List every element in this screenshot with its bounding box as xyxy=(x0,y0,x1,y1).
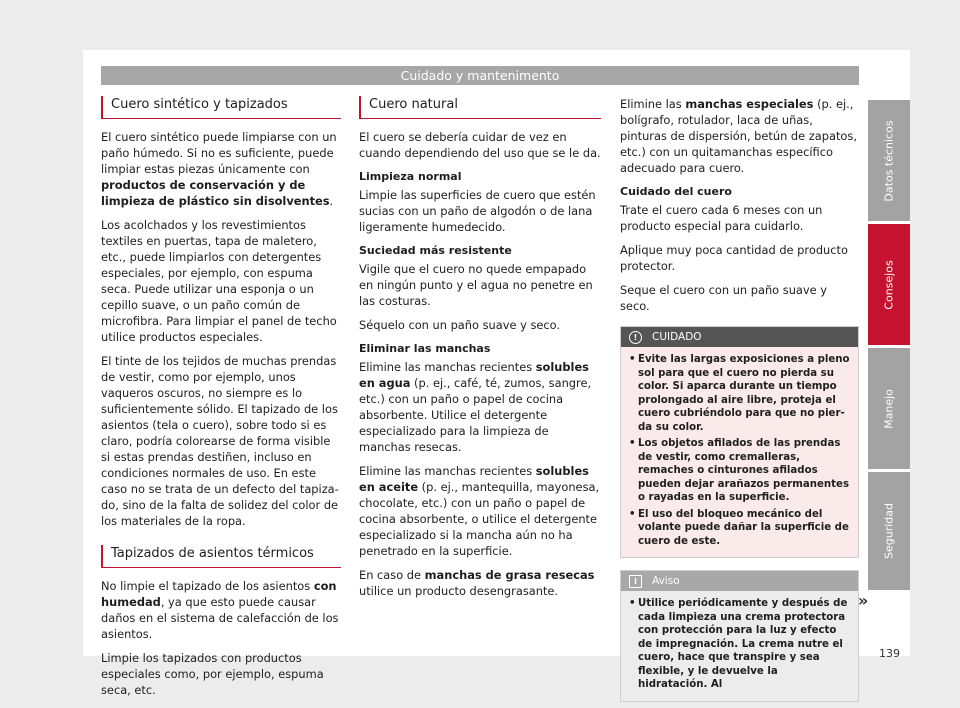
paragraph xyxy=(359,567,601,599)
section-heading-natural-leather: Cuero natural xyxy=(359,96,601,119)
column-3 xyxy=(620,96,859,702)
tab-label: Seguridad xyxy=(882,503,896,559)
tab-label: Consejos xyxy=(882,259,896,310)
tab-label: Datos técnicos xyxy=(882,119,896,202)
page-number: 139 xyxy=(879,647,900,660)
tab-datos-tecnicos[interactable] xyxy=(868,100,910,221)
text: , ya que esto puede causar daños en el sistema de calefacción de los asientos. xyxy=(101,595,339,641)
note-body xyxy=(621,591,858,701)
tab-label: Manejo xyxy=(882,388,896,429)
list-item: • El uso del bloqueo mecánico del volante puede dañar la superficie de cuero de este. xyxy=(629,508,850,549)
text: Elimine las xyxy=(620,97,686,111)
list-item: • Los objetos afilados de las prendas de vestir, como cremalleras, remaches o cinturones afilados pueden dejar arañazos permanentes o rayadas en la superficie. xyxy=(629,437,850,505)
caution-body xyxy=(621,347,858,557)
bold-text: manchas de grasa resecas xyxy=(424,568,595,582)
list-item: • Evite las largas exposiciones a pleno sol para que el cuero no pierda su color. Si aparca durante un tiempo prolongado al aire libre, proteja el cuero cubriéndolo para que no pierda su color. xyxy=(629,353,850,434)
caution-title: CUIDADO xyxy=(652,331,702,343)
paragraph: Vigile que el cuero no quede empapado en ningún punto y el agua no penetre en las costuras. xyxy=(359,262,593,308)
subheading: Limpieza normal xyxy=(359,170,462,183)
subheading: Suciedad más resistente xyxy=(359,244,512,257)
note-box xyxy=(620,570,859,702)
bold-text: solubles en aceite xyxy=(359,464,589,494)
paragraph: Seque el cuero con un paño suave y seco. xyxy=(620,283,828,313)
bold-text: solubles en agua xyxy=(359,360,589,390)
paragraph xyxy=(359,463,601,559)
bold-text: productos de conservación y de limpieza de plástico sin disolventes xyxy=(101,178,330,208)
text: utilice un producto desengrasante. xyxy=(359,584,559,598)
subheading: Eliminar las manchas xyxy=(359,342,491,355)
text: Elimine las manchas recientes xyxy=(359,360,536,374)
text: (p. ej., café, té, zumos, sangre, etc.) con un paño o papel de cocina absorbente. Utilice el detergente especializado para la limpieza de manchas resecas. xyxy=(359,376,592,454)
section-heading-synthetic-leather: Cuero sintético y tapizados xyxy=(101,96,341,119)
paragraph xyxy=(359,359,601,455)
column-2 xyxy=(359,96,601,607)
paragraph: El cuero se debería cuidar de vez en cuando dependiendo del uso que se le da. xyxy=(359,130,601,160)
subheading: Cuidado del cuero xyxy=(620,185,732,198)
text: (p. ej., mantequilla, mayonesa, chocolate, etc.) con un paño o papel de cocina absorbente, o utilice el detergente especializado si la mancha aún no ha penetrado en la superficie. xyxy=(359,480,600,558)
text: Elimine las manchas recientes xyxy=(359,464,536,478)
continue-arrow-icon: » xyxy=(858,591,869,610)
paragraph xyxy=(620,96,859,176)
tab-consejos[interactable] xyxy=(868,224,910,345)
text: No limpie el tapizado de los asientos xyxy=(101,579,314,593)
paragraph: Trate el cuero cada 6 meses con un producto especial para cuidarlo. xyxy=(620,203,823,233)
paragraph: Limpie las superficies de cuero que estén sucias con un paño de algodón o de lana ligeramente humedecido. xyxy=(359,188,596,234)
paragraph xyxy=(101,578,341,642)
section-heading-heated-seats: Tapizados de asientos térmicos xyxy=(101,545,341,568)
info-icon: i xyxy=(629,575,642,588)
text: El cuero sintético puede limpiarse con un paño húmedo. Si no es suficiente, puede limpiar estas piezas únicamente con xyxy=(101,130,337,176)
chapter-header: Cuidado y mantenimento xyxy=(101,66,859,85)
tab-manejo[interactable] xyxy=(868,348,910,469)
warning-icon: ! xyxy=(629,331,642,344)
paragraph: Limpie los tapizados con productos especiales como, por ejemplo, espuma seca, etc. xyxy=(101,651,324,697)
paragraph: Séquelo con un paño suave y seco. xyxy=(359,318,561,332)
paragraph: Aplique muy poca cantidad de producto protector. xyxy=(620,243,848,273)
paragraph xyxy=(101,129,341,209)
text: . xyxy=(329,194,334,208)
bold-text: con humedad xyxy=(101,579,337,609)
paragraph: El tinte de los tejidos de muchas prendas de vestir, como por ejemplo, unos vaqueros oscuros, no siempre es lo suficientemente sólido. El tapizado de los asientos (tela o cuero), sobre todo si es claro, podría colorearse de forma visible si estas prendas destiñen, incluso en condiciones normales de uso. En este caso no se trata de un defecto del tapizado, sino de la falta de solidez del color de los materiales de la ropa. xyxy=(101,354,339,528)
note-title: Aviso xyxy=(652,575,680,587)
list-item: • Utilice periódicamente y después de cada limpieza una crema protectora con protección para la luz y efecto de impregnación. La crema nutre el cuero, hace que transpire y sea flexible, y le devuelve la hidratación. Al xyxy=(629,597,850,692)
column-1 xyxy=(101,96,341,706)
caution-header xyxy=(621,327,858,347)
text: (p. ej., bolígrafo, rotulador, laca de uñas, pinturas de dispersión, betún de zapatos, etc.) con un quitamanchas específico adecuado para cuero. xyxy=(620,97,857,175)
text: En caso de xyxy=(359,568,425,582)
note-header xyxy=(621,571,858,591)
caution-box xyxy=(620,326,859,558)
paragraph: Los acolchados y los revestimientos textiles en puertas, tapa de maletero, etc., puede limpiarlos con detergentes especiales, por ejemplo, con espuma seca. Puede utilizar una esponja o un cepillo suave, o un paño común de microfibra. Para limpiar el panel de techo utilice productos especiales. xyxy=(101,218,337,344)
tab-seguridad[interactable] xyxy=(868,472,910,590)
bold-text: manchas especiales xyxy=(685,97,814,111)
